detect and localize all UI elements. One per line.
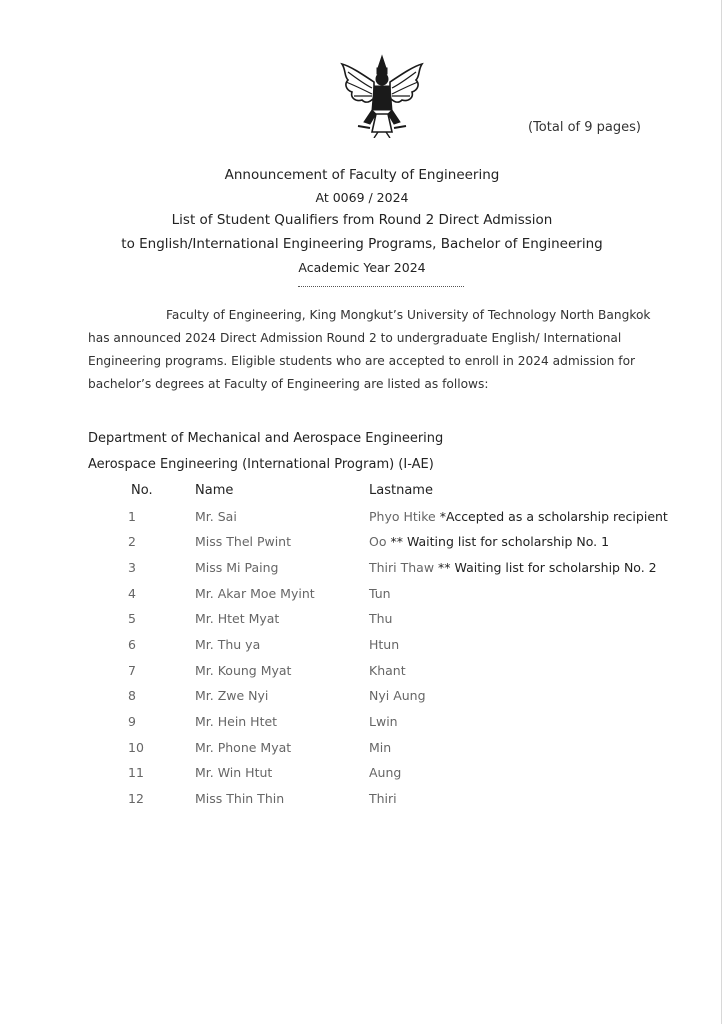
row-number: 12 — [128, 791, 144, 806]
student-lastname: Htun — [369, 637, 400, 652]
row-number: 10 — [128, 740, 144, 755]
academic-year: Academic Year 2024 — [298, 260, 426, 275]
page-count: (Total of 9 pages) — [528, 120, 641, 135]
table-row — [0, 560, 724, 584]
student-lastname-cell — [369, 534, 609, 549]
table-row — [0, 791, 724, 815]
intro-text: Faculty of Engineering, King Mongkut’s University of Technology North Bangkok has announced 2024 Direct Admission Round 2 to undergraduate English/ International Engineering programs. Eligible students who are accepted to enroll in 2024 admission for bachelor’s degrees at Faculty of Engineering are listed as follows: — [88, 308, 651, 391]
row-number: 2 — [128, 534, 136, 549]
student-name: Mr. Htet Myat — [195, 611, 280, 626]
row-number: 5 — [128, 611, 136, 626]
student-lastname: Thiri Thaw — [369, 560, 435, 575]
table-row — [0, 637, 724, 661]
table-row — [0, 611, 724, 635]
column-header-name: Name — [195, 483, 234, 498]
table-row — [0, 714, 724, 738]
row-number: 3 — [128, 560, 136, 575]
table-row — [0, 765, 724, 789]
student-name: Mr. Hein Htet — [195, 714, 278, 729]
announcement-program-line: to English/International Engineering Programs, Bachelor of Engineering — [121, 236, 603, 252]
table-row — [0, 740, 724, 764]
student-note: *Accepted as a scholarship recipient — [439, 509, 668, 524]
student-lastname: Thiri — [369, 791, 397, 806]
garuda-emblem-icon — [336, 52, 428, 138]
student-lastname: Oo — [369, 534, 387, 549]
table-row — [0, 534, 724, 558]
student-lastname: Min — [369, 740, 392, 755]
row-number: 1 — [128, 509, 136, 524]
column-header-lastname: Lastname — [369, 483, 433, 498]
row-number: 11 — [128, 765, 144, 780]
student-lastname: Thu — [369, 611, 393, 626]
row-number: 4 — [128, 586, 136, 601]
student-name: Mr. Win Htut — [195, 765, 273, 780]
student-name: Mr. Sai — [195, 509, 237, 524]
announcement-subtitle: List of Student Qualifiers from Round 2 Direct Admission — [171, 212, 553, 228]
student-lastname: Lwin — [369, 714, 398, 729]
row-number: 8 — [128, 688, 136, 703]
column-header-no: No. — [131, 483, 153, 498]
student-name: Miss Mi Paing — [195, 560, 279, 575]
student-lastname: Khant — [369, 663, 406, 678]
announcement-number: At 0069 / 2024 — [315, 190, 409, 205]
dotted-divider — [298, 286, 464, 287]
student-lastname-cell — [369, 560, 657, 575]
student-lastname: Phyo Htike — [369, 509, 436, 524]
student-name: Mr. Akar Moe Myint — [195, 586, 315, 601]
student-name: Mr. Koung Myat — [195, 663, 292, 678]
student-name: Mr. Thu ya — [195, 637, 261, 652]
row-number: 6 — [128, 637, 136, 652]
row-number: 9 — [128, 714, 136, 729]
student-name: Miss Thin Thin — [195, 791, 285, 806]
row-number: 7 — [128, 663, 136, 678]
student-lastname: Nyi Aung — [369, 688, 426, 703]
table-row — [0, 509, 724, 533]
table-row — [0, 586, 724, 610]
student-note: ** Waiting list for scholarship No. 2 — [438, 560, 657, 575]
table-row — [0, 688, 724, 712]
program-heading: Aerospace Engineering (International Program) (I-AE) — [88, 457, 434, 472]
table-row — [0, 663, 724, 687]
announcement-title: Announcement of Faculty of Engineering — [224, 167, 500, 183]
department-heading: Department of Mechanical and Aerospace Engineering — [88, 431, 444, 446]
student-lastname: Tun — [369, 586, 391, 601]
student-note: ** Waiting list for scholarship No. 1 — [390, 534, 610, 549]
student-lastname-cell — [369, 509, 668, 524]
student-name: Mr. Phone Myat — [195, 740, 292, 755]
student-lastname: Aung — [369, 765, 402, 780]
student-name: Mr. Zwe Nyi — [195, 688, 269, 703]
intro-paragraph — [88, 304, 668, 396]
student-name: Miss Thel Pwint — [195, 534, 292, 549]
